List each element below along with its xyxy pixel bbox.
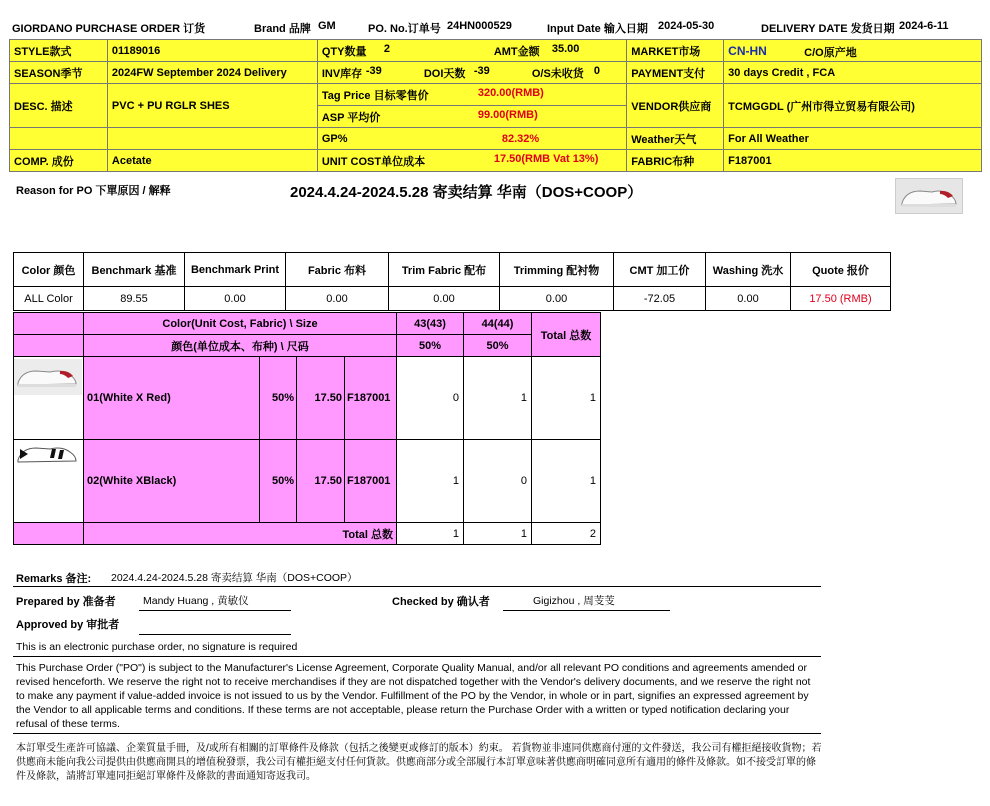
bench-value-benchmark: 89.55	[84, 287, 185, 311]
grid-total-header: Total 总数	[532, 313, 601, 357]
row-color-name: 02(White XBlack)	[84, 440, 260, 523]
approved-signature-line	[139, 634, 291, 635]
table-row	[14, 357, 601, 440]
bench-header-benchmark-print: Benchmark Print	[185, 253, 286, 287]
row-qty-43: 0	[397, 357, 464, 440]
size-44-pct: 50%	[464, 335, 532, 357]
bench-value-cmt: -72.05	[614, 287, 706, 311]
desc-value: PVC + PU RGLR SHES	[107, 84, 317, 128]
market-label: MARKET市场	[627, 40, 724, 62]
reason-title: 2024.4.24-2024.5.28 寄卖结算 华南（DOS+COOP）	[290, 184, 643, 201]
payment-value: 30 days Credit , FCA	[724, 62, 982, 84]
row-color-name: 01(White X Red)	[84, 357, 260, 440]
bench-header-fabric: Fabric 布料	[286, 253, 389, 287]
row-pct: 50%	[260, 440, 297, 523]
input-date-label: Input Date 输入日期	[547, 23, 648, 35]
checked-signature-line	[503, 610, 670, 611]
amt-label: AMT金额	[493, 45, 540, 58]
brand-label: Brand 品牌	[254, 23, 311, 35]
divider	[13, 586, 821, 587]
product-thumbnail	[895, 178, 963, 214]
input-date-value: 2024-05-30	[658, 20, 715, 32]
bench-header-color: Color 颜色	[14, 253, 84, 287]
grid-header-cn: 颜色(单位成本、布种) \ 尺码	[84, 335, 397, 357]
row-qty-44: 0	[464, 440, 532, 523]
delivery-date-value: 2024-6-11	[899, 20, 949, 32]
po-no-value: 24HN000529	[447, 20, 512, 32]
os-label: O/S未收货	[531, 67, 584, 80]
qty-value: 2	[383, 42, 390, 55]
season-label: SEASON季节	[10, 62, 108, 84]
comp-label: COMP. 成份	[10, 150, 108, 172]
size-43-pct: 50%	[397, 335, 464, 357]
unit-cost-value: 17.50(RMB Vat 13%)	[493, 152, 599, 165]
weather-label: Weather天气	[627, 128, 724, 150]
market-value: CN-HN	[728, 43, 767, 58]
inv-label: INV库存	[321, 67, 363, 80]
gp-value: 82.32%	[501, 132, 540, 145]
size-grid-table	[13, 312, 601, 545]
prepared-label: Prepared by 准备者	[16, 596, 116, 608]
delivery-date-label: DELIVERY DATE 发货日期	[761, 23, 895, 35]
electronic-note: This is an electronic purchase order, no signature is required	[16, 641, 298, 653]
style-value: 01189016	[107, 40, 317, 62]
bench-value-trim-fabric: 0.00	[389, 287, 500, 311]
grid-footer-row	[14, 523, 601, 545]
asp-value: 99.00(RMB)	[477, 108, 538, 121]
doi-label: DOI天数	[423, 67, 466, 80]
season-value: 2024FW September 2024 Delivery	[107, 62, 317, 84]
co-label: C/O原产地	[804, 46, 857, 59]
shoe-icon	[896, 179, 962, 213]
po-title: GIORDANO PURCHASE ORDER 订货	[12, 23, 206, 35]
po-info-table	[9, 39, 982, 172]
qty-label: QTY数量	[321, 45, 367, 58]
size-44-label: 44(44)	[464, 313, 532, 335]
footer-qty-44: 1	[464, 523, 532, 545]
brand-value: GM	[318, 20, 336, 32]
prepared-value: Mandy Huang , 黄敏仪	[143, 595, 249, 607]
approved-label: Approved by 审批者	[16, 619, 120, 631]
row-total: 1	[532, 357, 601, 440]
unit-cost-label: UNIT COST单位成本	[321, 155, 426, 168]
shoe-red-icon	[14, 359, 82, 395]
unit-cost-cell	[317, 150, 626, 172]
gp-label: GP%	[321, 132, 348, 145]
bench-header-cmt: CMT 加工价	[614, 253, 706, 287]
weather-value: For All Weather	[724, 128, 982, 150]
bench-header-trim-fabric: Trim Fabric 配布	[389, 253, 500, 287]
divider	[13, 733, 821, 734]
checked-label: Checked by 确认者	[392, 596, 490, 608]
bench-header-quote: Quote 报价	[791, 253, 891, 287]
checked-value: Gigizhou , 周芰芰	[533, 595, 615, 607]
vendor-label: VENDOR供应商	[627, 84, 724, 128]
bench-header-trimming: Trimming 配衬物	[500, 253, 614, 287]
row-cost: 17.50	[297, 440, 345, 523]
doi-value: -39	[473, 64, 490, 77]
reason-label: Reason for PO 下單原因 / 解释	[16, 185, 171, 197]
color-swatch-black	[14, 440, 84, 523]
benchmark-table	[13, 252, 891, 311]
row-cost: 17.50	[297, 357, 345, 440]
row-fabric: F187001	[345, 440, 397, 523]
inventory-cell	[317, 62, 626, 84]
tag-price-label: Tag Price 目标零售价	[321, 89, 429, 102]
size-43-label: 43(43)	[397, 313, 464, 335]
bench-header-washing: Washing 洗水	[706, 253, 791, 287]
bench-value-benchmark-print: 0.00	[185, 287, 286, 311]
grid-header-en: Color(Unit Cost, Fabric) \ Size	[84, 313, 397, 335]
bench-value-trimming: 0.00	[500, 287, 614, 311]
tag-price-value: 320.00(RMB)	[477, 86, 544, 99]
row-total: 1	[532, 440, 601, 523]
qty-amt-cell	[317, 40, 626, 62]
remarks-value: 2024.4.24-2024.5.28 寄卖结算 华南（DOS+COOP）	[111, 572, 358, 584]
footer-qty-43: 1	[397, 523, 464, 545]
os-value: 0	[593, 64, 600, 77]
comp-value: Acetate	[107, 150, 317, 172]
payment-label: PAYMENT支付	[627, 62, 724, 84]
row-qty-43: 1	[397, 440, 464, 523]
bench-value-fabric: 0.00	[286, 287, 389, 311]
footer-total: 2	[532, 523, 601, 545]
bench-value-quote: 17.50 (RMB)	[791, 287, 891, 311]
gp-cell	[317, 128, 626, 150]
prepared-signature-line	[139, 610, 291, 611]
po-no-label: PO. No.订单号	[368, 23, 441, 35]
bench-header-benchmark: Benchmark 基准	[84, 253, 185, 287]
market-cell	[724, 40, 982, 62]
row-qty-44: 1	[464, 357, 532, 440]
amt-value: 35.00	[551, 42, 580, 55]
table-row	[14, 440, 601, 523]
legal-english: This Purchase Order ("PO") is subject to the Manufacturer's License Agreement, Corporate Quality Manual, and/or all relevant PO conditions and agreements amended or revised henceforth. We reserve the right not to receive merchandises if they are not dispatched together with the Vendor's delivery documents, and we reserve the right not to make any payment if value-added invoice is not issued to us by the Vendor. Fulfillment of the PO by the Vendor, in whole or in part, signifies an expressed agreement by the Vendor to all applicable terms and conditions. If these terms are not acceptable, please return the Purchase Order with a written or typed notification declaring your refusal of these terms.	[16, 662, 811, 730]
bench-value-color: ALL Color	[14, 287, 84, 311]
fabric-label: FABRIC布种	[627, 150, 724, 172]
asp-cell	[317, 106, 626, 128]
fabric-value: F187001	[724, 150, 982, 172]
color-swatch-red	[14, 357, 84, 440]
grid-footer-label: Total 总数	[84, 523, 397, 545]
desc-label: DESC. 描述	[10, 84, 108, 128]
divider	[13, 656, 821, 657]
vendor-value: TCMGGDL (广州市得立贸易有限公司)	[724, 84, 982, 128]
inv-value: -39	[365, 64, 382, 77]
row-pct: 50%	[260, 357, 297, 440]
bench-value-washing: 0.00	[706, 287, 791, 311]
remarks-label: Remarks 备注:	[16, 573, 92, 585]
tag-price-cell	[317, 84, 626, 106]
style-label: STYLE款式	[10, 40, 108, 62]
shoe-black-icon	[14, 440, 82, 470]
asp-label: ASP 平均价	[321, 111, 381, 124]
legal-chinese: 本訂單受生產許可協議、企業質量手冊，及/或所有相關的訂單條件及條款（包括之後變更或修訂的版本）約束。 若貨物並非連同供應商付運的文件發送，我公司有權拒絕接收貨物；若供應商未能向我公司提供由供應商開具的增值稅發票，我公司有權拒絕支付任何貨款。供應商部分或全部履行本訂單意味著供應商明確同意所有適用的條件及條款。如不接受訂單的條件及條款，請將訂單連同拒絕訂單條件及條款的書面通知寄返我司。	[16, 743, 822, 782]
row-fabric: F187001	[345, 357, 397, 440]
